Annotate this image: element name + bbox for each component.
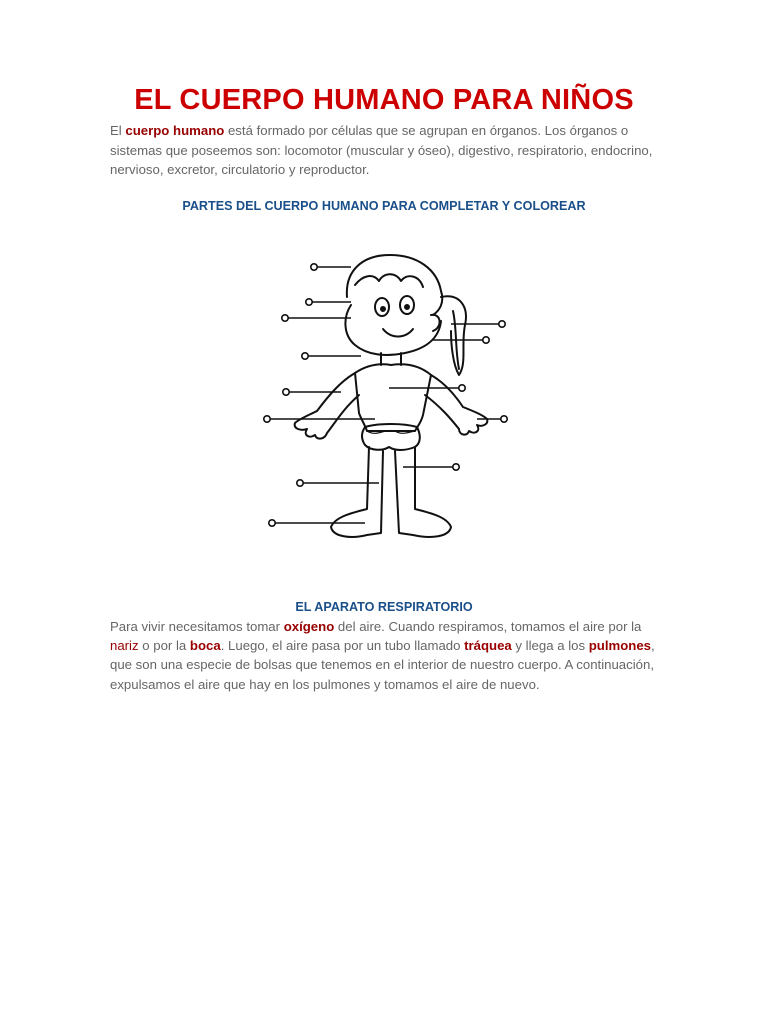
hair-bangs [355,274,423,287]
label-line-right-hand [477,416,507,422]
label-line-ponytail [451,321,505,327]
underwear [362,424,420,450]
intro-paragraph [110,121,670,180]
child-body-outline-icon [255,245,525,555]
label-line-leg [403,464,459,470]
hair-shape [347,255,442,315]
right-arm [425,375,487,435]
ponytail [441,296,466,375]
torso [355,364,431,431]
left-arm [295,373,359,439]
worksheet-heading: PARTES DEL CUERPO HUMANO PARA COMPLETAR Y COLOREAR [182,199,586,213]
keyword-boca: boca [189,638,221,654]
label-line-foot [269,520,365,526]
label-line-hair [311,264,351,270]
resp-text-5: y llega a los [511,638,589,654]
body-parts-diagram [255,245,525,555]
keyword-nariz: nariz [110,638,139,654]
keyword-traquea: tráquea [464,638,512,654]
face-outline [345,305,441,355]
page-title: EL CUERPO HUMANO PARA NIÑOS [134,84,634,116]
intro-text-before: El [110,123,126,138]
resp-text-3: o por la [138,638,190,654]
label-line-shoulder [283,389,341,395]
intro-text-after: está formado por células que se agrupan en órganos. Los órganos o sistemas que poseemos son: locomotor (muscular y óseo), digestivo, respiratorio, endocrino, nervioso, excretor, circulatorio y reproductor. [110,123,653,177]
label-line-ear [433,337,489,343]
respiratory-paragraph [110,617,670,694]
label-line-mouth [302,353,361,359]
label-line-knee [297,480,379,486]
right-leg [395,447,451,537]
label-line-forehead [306,299,351,305]
label-line-eye [282,315,351,321]
intro-keyword: cuerpo humano [125,123,225,138]
keyword-pulmones: pulmones [588,638,651,654]
resp-text-4: . Luego, el aire pasa por un tubo llamado [220,638,465,654]
resp-text-1: Para vivir necesitamos tomar [110,619,284,634]
resp-text-2: del aire. Cuando respiramos, tomamos el aire por la [334,619,642,634]
respiratory-heading: EL APARATO RESPIRATORIO [295,600,473,614]
label-line-hand [264,416,375,422]
resp-text-6: , que son una especie de bolsas que tenemos en el interior de nuestro cuerpo. A continuación, expulsamos el aire que hay en los pulmones y tomamos el aire de nuevo. [110,638,655,692]
smile [383,329,413,337]
keyword-oxigeno: oxígeno [283,619,335,634]
